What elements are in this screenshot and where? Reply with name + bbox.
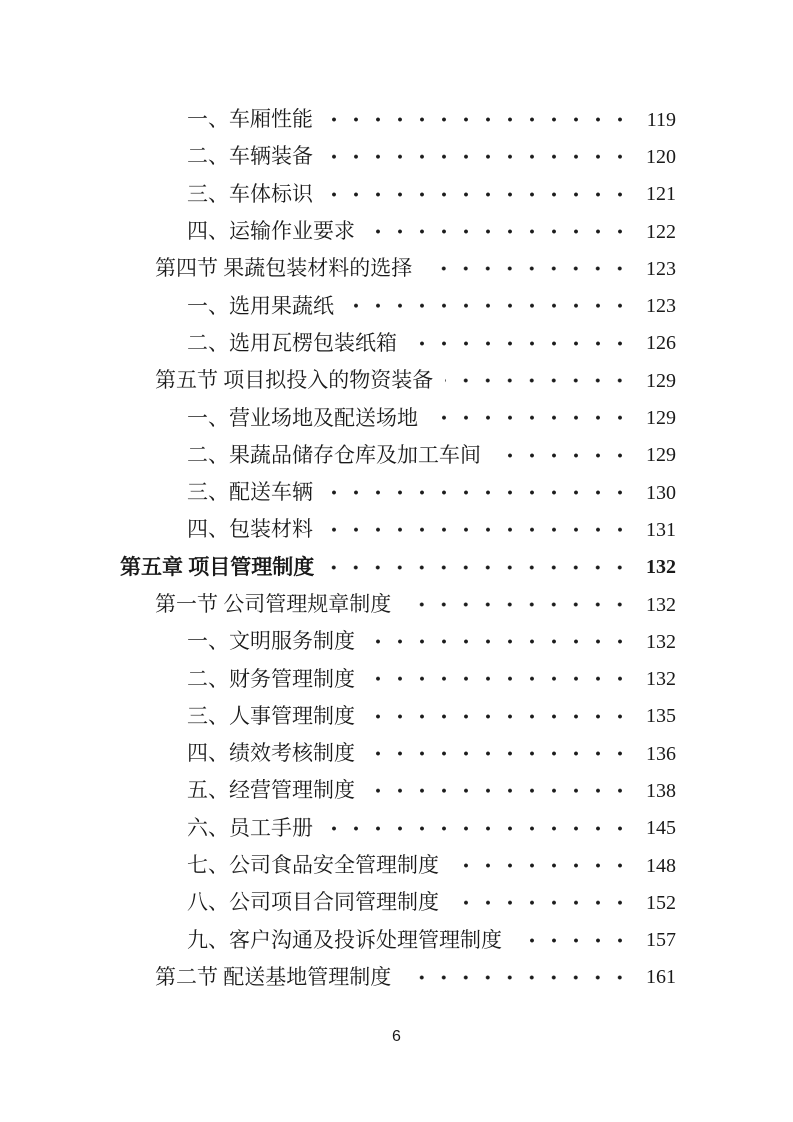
toc-entry-page-number: 131	[646, 518, 676, 541]
dot-leader	[346, 287, 631, 324]
dot-leader	[367, 735, 631, 772]
toc-entry-label: 八、公司项目合同管理制度	[187, 890, 439, 915]
toc-entry-page-number: 148	[646, 854, 676, 877]
toc-entry[interactable]	[120, 847, 676, 884]
dot-leader	[325, 474, 631, 511]
toc-entry-label: 第四节 果蔬包装材料的选择	[155, 256, 413, 281]
toc-entry[interactable]	[120, 922, 676, 959]
toc-entry[interactable]	[120, 549, 676, 586]
dot-leader	[325, 810, 631, 847]
toc-entry[interactable]	[120, 511, 676, 548]
toc-entry[interactable]	[120, 698, 676, 735]
toc-entry[interactable]	[120, 735, 676, 772]
toc-entry-page-number: 129	[646, 407, 676, 430]
toc-entry-page-number: 130	[646, 481, 676, 504]
toc-entry[interactable]	[120, 623, 676, 660]
toc-entry[interactable]	[120, 250, 676, 287]
toc-entry-page-number: 161	[646, 966, 676, 989]
toc-entry[interactable]	[120, 437, 676, 474]
dot-leader	[445, 362, 631, 399]
toc-entry-label: 一、选用果蔬纸	[187, 293, 334, 318]
dot-leader	[451, 884, 631, 921]
toc-entry-page-number: 132	[646, 630, 676, 653]
dot-leader	[403, 586, 631, 623]
toc-entry[interactable]	[120, 325, 676, 362]
toc-entry-page-number: 136	[646, 742, 676, 765]
dot-leader	[326, 549, 631, 586]
toc-entry-page-number: 129	[646, 444, 676, 467]
toc-entry[interactable]	[120, 586, 676, 623]
dot-leader	[367, 623, 631, 660]
dot-leader	[424, 250, 631, 287]
toc-entry-label: 第二节 配送基地管理制度	[155, 964, 392, 989]
toc-entry-label: 二、果蔬品储存仓库及加工车间	[187, 442, 481, 467]
toc-entry[interactable]	[120, 399, 676, 436]
dot-leader	[451, 847, 631, 884]
toc-entry-page-number: 132	[646, 668, 676, 691]
toc-entry-page-number: 119	[646, 108, 676, 131]
toc-entry-page-number: 121	[646, 183, 676, 206]
toc-entry-label: 一、文明服务制度	[187, 629, 355, 654]
toc-entry-label: 四、包装材料	[187, 517, 313, 542]
toc-entry-label: 第五节 项目拟投入的物资装备	[155, 368, 434, 393]
toc-entry-label: 三、车体标识	[187, 181, 313, 206]
toc-entry[interactable]	[120, 660, 676, 697]
toc-entry-label: 一、车厢性能	[187, 107, 313, 132]
toc-entry-label: 一、营业场地及配送场地	[187, 405, 418, 430]
toc-entry-label: 四、运输作业要求	[187, 219, 355, 244]
toc-entry-page-number: 145	[646, 817, 676, 840]
toc-entry-label: 三、人事管理制度	[187, 703, 355, 728]
toc-entry-page-number: 138	[646, 779, 676, 802]
toc-entry-label: 九、客户沟通及投诉处理管理制度	[187, 927, 502, 952]
dot-leader	[367, 698, 631, 735]
dot-leader	[493, 437, 631, 474]
toc-entry-label: 第五章 项目管理制度	[120, 554, 315, 579]
dot-leader	[367, 660, 631, 697]
dot-leader	[325, 176, 631, 213]
toc-entry-page-number: 152	[646, 891, 676, 914]
toc-entry-label: 三、配送车辆	[187, 480, 313, 505]
toc-entry-label: 二、选用瓦楞包装纸箱	[187, 330, 397, 355]
toc-entry[interactable]	[120, 959, 676, 996]
toc-entry[interactable]	[120, 810, 676, 847]
dot-leader	[367, 772, 631, 809]
toc-entry-label: 七、公司食品安全管理制度	[187, 853, 439, 878]
toc-entry[interactable]	[120, 884, 676, 921]
dot-leader	[514, 922, 631, 959]
toc-entry[interactable]	[120, 213, 676, 250]
toc-entry-label: 六、员工手册	[187, 815, 313, 840]
toc-entry[interactable]	[120, 138, 676, 175]
dot-leader	[325, 138, 631, 175]
dot-leader	[325, 101, 631, 138]
toc-entry-page-number: 122	[646, 220, 676, 243]
toc-entry-label: 四、绩效考核制度	[187, 741, 355, 766]
page-number-footer: 6	[392, 1028, 401, 1045]
toc-entry-page-number: 132	[646, 556, 676, 579]
toc-entry[interactable]	[120, 101, 676, 138]
toc-entry[interactable]	[120, 772, 676, 809]
table-of-contents	[120, 101, 676, 996]
toc-entry-label: 五、经营管理制度	[187, 778, 355, 803]
dot-leader	[403, 959, 631, 996]
toc-entry-page-number: 120	[646, 145, 676, 168]
toc-entry-page-number: 123	[646, 257, 676, 280]
toc-entry[interactable]	[120, 176, 676, 213]
toc-entry[interactable]	[120, 362, 676, 399]
toc-entry-label: 二、财务管理制度	[187, 666, 355, 691]
toc-entry-label: 第一节 公司管理规章制度	[155, 592, 392, 616]
toc-entry-page-number: 123	[646, 295, 676, 318]
toc-entry-page-number: 126	[646, 332, 676, 355]
dot-leader	[367, 213, 631, 250]
toc-entry[interactable]	[120, 474, 676, 511]
toc-entry-label: 二、车辆装备	[187, 144, 313, 169]
toc-entry-page-number: 132	[646, 593, 676, 616]
toc-entry-page-number: 135	[646, 705, 676, 728]
dot-leader	[409, 325, 631, 362]
toc-entry[interactable]	[120, 287, 676, 324]
toc-entry-page-number: 157	[646, 929, 676, 952]
dot-leader	[430, 399, 631, 436]
dot-leader	[325, 511, 631, 548]
toc-entry-page-number: 129	[646, 369, 676, 392]
